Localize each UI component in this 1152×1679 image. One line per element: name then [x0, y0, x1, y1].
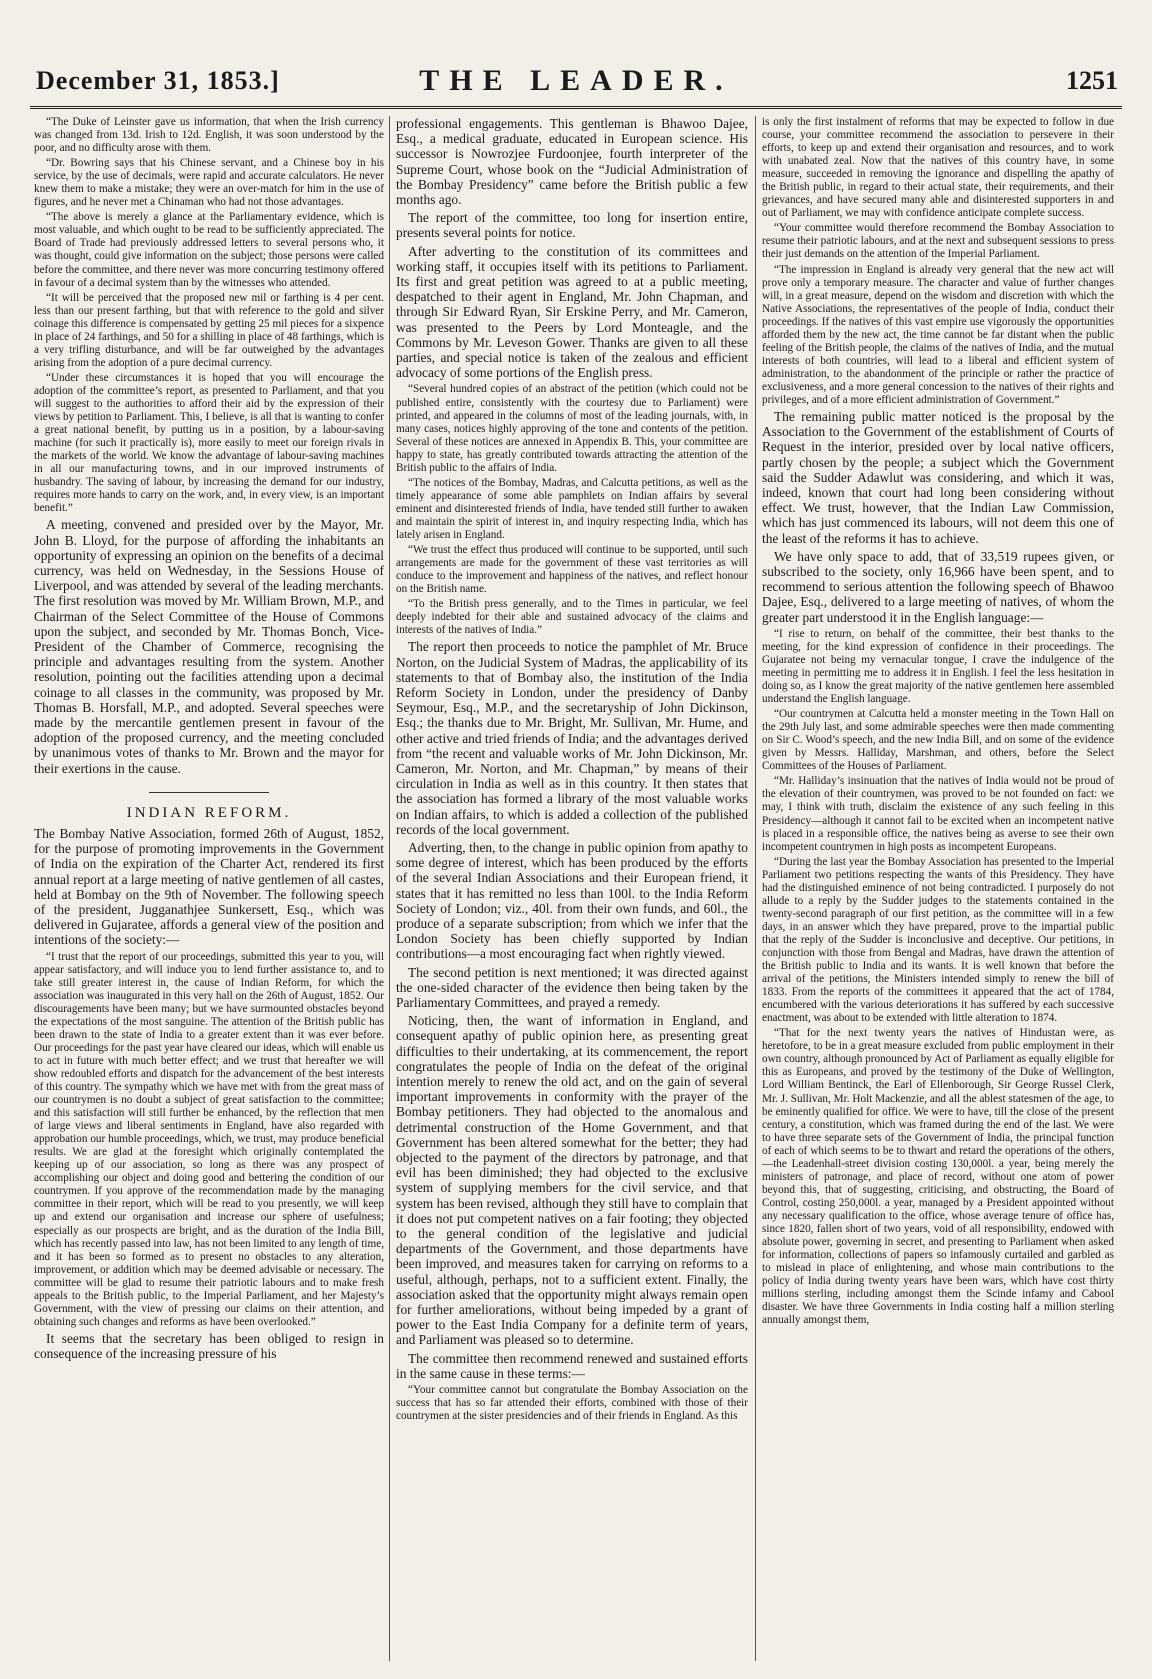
paragraph: A meeting, convened and presided over by the Mayor, Mr. John B. Lloyd, for the purpose of affording the inhabitants an opportunity of expressing an opinion on the benefits of a decimal currency, was held on Wednesday, in the Sessions House of Liverpool, and was attended by several of the leading merchants. The first resolution was moved by Mr. William Brown, M.P., and Chairman of the Select Committee of the House of Commons upon the subject, and seconded by Mr. Thomas Bonch, Vice-President of the Chamber of Commerce, recognising the principle and advantages resulting from the system. Another resolution, pointing out the facilities attending upon a decimal coinage to all classes in the community, was proposed by Mr. Thomas B. Horsfall, M.P., and adopted. Several speeches were made by the mercantile gentlemen present in favour of the adoption of the proposed currency, and the meeting concluded by unanimous votes of thanks to Mr. Brown and the mayor for their exertions in the cause. [34, 517, 384, 776]
paragraph: “Our countrymen at Calcutta held a monster meeting in the Town Hall on the 29th July last, and some admirable speeches were then made commenting on Sir C. Wood’s speech, and the new India Bill, and on some of the evidence given by Messrs. Halliday, Marshman, and others, before the Select Committees of the Houses of Parliament. [762, 708, 1114, 773]
column-rule-1 [389, 116, 390, 1661]
paragraph: is only the first instalment of reforms that may be expected to follow in due course, your committee recommend the association to persevere in their efforts, to keep up and extend their organisation and resources, and to work with unabated zeal. Now that the natives of this country have, in some measure, succeeded in removing the ignorance and dispelling the apathy of the British public, in regard to their actual state, their requirements, and their grievances, and have secured many able and disinterested supporters in and out of Parliament, we may with confidence anticipate complete success. [762, 116, 1114, 220]
paragraph: We have only space to add, that of 33,519 rupees given, or subscribed to the society, only 16,966 have been spent, and to recommend to serious attention the following speech of Bhawoo Dajee, Esq., delivered to a large meeting of natives, of whom the greater part understood it in the English language:— [762, 548, 1114, 625]
paragraph: “Dr. Bowring says that his Chinese servant, and a Chinese boy in his service, by the use of decimals, were rapid and accurate calculators. He never knew them to make a mistake; they were an over-match for him in the use of figures, and he never met a Chinaman who had not those advantages. [34, 157, 384, 209]
paragraph: After adverting to the constitution of its committees and working staff, it occupies itself with its petitions to Parliament. Its first and great petition was agreed to at a public meeting, despatched to their agent in England, Mr. John Chapman, and through Sir Edward Ryan, Sir Erskine Perry, and Mr. Cameron, was presented to the Peers by Lord Monteagle, and the Commons by Mr. Leveson Gower. Thanks are given to all these parties, and special notice is taken of the zealous and efficient advocacy of some portions of the English press. [396, 243, 748, 381]
column-2 [396, 116, 748, 1661]
paragraph: The report then proceeds to notice the pamphlet of Mr. Bruce Norton, on the Judicial System of Madras, the applicability of its statements to that of Bombay also, the institution of the India Reform Society in London, under the presidency of Danby Seymour, Esq., M.P., and the secretaryship of John Dickinson, Esq.; the thanks due to Mr. Bright, Mr. Sullivan, Mr. Hume, and other active and tried friends of India; and the advantages derived from “the recent and valuable works of Mr. John Dickinson, Mr. Cameron, Mr. Norton, and Mr. Chapman,” by means of their circulation in India as well as in this country. It then states that the association has formed a library of the most valuable works on Indian affairs, to which is added a collection of the published records of the local government. [396, 639, 748, 837]
paragraph: The remaining public matter noticed is the proposal by the Association to the Government of the establishment of Courts of Request in the interior, presided over by local native officers, partly chosen by the people; a subject which the Government said the Sudder Adawlut was considering, and which it was, indeed, known that court had long been considering without effect. We trust, however, that the Indian Law Commission, which has just commenced its labours, will not deem this one of the least of the reforms it has to achieve. [762, 409, 1114, 546]
page-number: 1251 [1066, 66, 1118, 95]
paragraph: It seems that the secretary has been obliged to resign in consequence of the increasing pressure of his [34, 1330, 384, 1362]
section-divider [149, 792, 269, 793]
masthead [30, 58, 1122, 109]
paragraph: “Your committee cannot but congratulate the Bombay Association on the success that has so far attended their efforts, combined with those of their countrymen at the sister presidencies and of their friends in England. As this [396, 1384, 748, 1423]
paragraph: The report of the committee, too long for insertion entire, presents several points for notice. [396, 210, 748, 241]
paragraph: professional engagements. This gentleman is Bhawoo Dajee, Esq., a medical graduate, educated in European science. His successor is Nowrozjee Furdoonjee, fourth interpreter of the Supreme Court, whose book on the “Judicial Administration of the Bombay Presidency” came before the British public a few months ago. [396, 116, 748, 208]
paragraph: The committee then recommend renewed and sustained efforts in the same cause in these terms:— [396, 1350, 748, 1381]
paragraph: “I rise to return, on behalf of the committee, their best thanks to the meeting, for the kind expression of confidence in their proceedings. The Gujaratee not being my vernacular tongue, I crave the indulgence of the meeting in permitting me to address it in English. I feel the less hesitation in doing so, as I know the great majority of the native gentlemen here assembled understand the English language. [762, 627, 1114, 706]
paragraph: “That for the next twenty years the natives of Hindustan were, as heretofore, to be in a great measure excluded from public employment in their own country, although pronounced by Act of Parliament as equally eligible for this as Europeans, and proved by the testimony of the Duke of Wellington, Lord William Bentinck, the Earl of Ellenborough, Sir George Russel Clerk, Mr. J. Sullivan, Mr. Holt Mackenzie, and all the ablest statesmen of the age, to be eminently qualified for office. We were to have, till the close of the present century, a constitution, which was framed during the end of the last. We were to have three separate sets of the Government of India, the principal function of each of which seems to be to thwart and retard the operations of the others,—the Leadenhall-street division costing 130,000l. a year, being merely the ministers of patronage, and place of record, without one atom of power beyond this, that of suggesting, criticising, and obstructing, the Board of Control, costing 250,000l. a year, managed by a President appointed without any necessary qualification to the office, whose average tenure of office has, since 1820, fallen short of two years, void of all responsibility, endowed with absolute power, governing in secret, and presenting to Parliament when asked for information, collections of papers so infamously curtailed and garbled as to mislead in place of enlightening, and whose main contributions to the policy of India during twenty years have been wars, which have cost thirty millions sterling, including amongst them the Scinde infamy and Cabool disaster. We have three Governments in India costing half a million sterling annually amongst them, [762, 1027, 1114, 1327]
column-3 [762, 116, 1114, 1661]
paragraph: The second petition is next mentioned; it was directed against the one-sided character of the evidence then being taken by the Parliamentary Committees, and prayed a remedy. [396, 964, 748, 1011]
paragraph: “Several hundred copies of an abstract of the petition (which could not be published entire, consistently with the courtesy due to Parliament) were printed, and appeared in the columns of most of the leading journals, with, in many cases, notices highly approving of the tone and contents of the petition. Several of these notices are annexed in Appendix B. This, your committee are happy to state, has greatly contributed towards attracting the attention of the British public to the affairs of India. [396, 383, 748, 474]
paragraph: “It will be perceived that the proposed new mil or farthing is 4 per cent. less than our present farthing, but that with reference to the gold and silver coinage this difference is compensated by getting 25 mil pieces for a sixpence in place of 24 farthings, and 50 for a shilling in place of 48 farthings, which is a very trifling disturbance, and will be far outweighed by the advantages arising from the adoption of a pure decimal currency. [34, 291, 384, 369]
paragraph: “We trust the effect thus produced will continue to be supported, until such arrangements are made for the government of these vast territories as will conduce to the improvement and happiness of the natives, and reflect honour on the British name. [396, 544, 748, 596]
paragraph: “Under these circumstances it is hoped that you will encourage the adoption of the committee’s report, as presented to Parliament, and that you will suggest to the authorities to afford their aid by the expression of their views by petition to Parliament. This, I believe, is all that is wanting to confer a great national benefit, by putting us in a position, by a labour-saving machine (for such it practically is), more easily to meet our foreign rivals in the markets of the world. We know the advantage of labour-saving machines in all our manufacturing towns, and in our improved instruments of husbandry. The saving of labour, by increasing the demand for our industry, requires more hands to carry on the work, and, in every view, is an important benefit.” [34, 371, 384, 515]
paragraph: “The notices of the Bombay, Madras, and Calcutta petitions, as well as the timely appearance of some able pamphlets on Indian affairs by several eminent and disinterested friends of India, have tended still further to awaken and maintain the spirit of interest in, and inquiry respecting India, which has lately arisen in England. [396, 476, 748, 541]
paragraph: “The above is merely a glance at the Parliamentary evidence, which is most valuable, and which ought to be read to be sufficiently appreciated. The Board of Trade had previously addressed letters to several persons who, it was thought, could give information on the subject; those persons were called before the committee, and there never was more concurring testimony offered in favour of a decimal system than by the witnesses who attended. [34, 211, 384, 289]
paragraph: “During the last year the Bombay Association has presented to the Imperial Parliament two petitions respecting the wants of this Presidency. They have had the distinguished eminence of not being contradicted. I purposely do not allude to a reply by the Sudder judges to the statements contained in the twenty-second paragraph of our first petition, as the committee will in a few days, in an answer which they have prepared, prove to the impartial public that the reply of the Sudder is inconclusive and deceptive. Our petitions, in conjunction with those from Bengal and Madras, have drawn the attention of the British public to India and its wants. It is well known that before the arrival of the petitions, the Ministers intended simply to renew the bill of 1833. From the reports of the committees it appeared that the act of 1784, encumbered with the various deteriorations it has suffered by each successive enactment, was about to be extended with little alteration to 1874. [762, 855, 1114, 1025]
paragraph: Noticing, then, the want of information in England, and consequent apathy of public opinion here, as presenting great difficulties to their undertaking, at its commencement, the report congratulates the people of India on the defeat of the original intention merely to renew the old act, and on the gain of several important improvements in conformity with the prayer of the Bombay petitioners. They had objected to the anomalous and detrimental construction of the Home Government, and that Government has been altered somewhat for the better; they had objected to the payment of the directors by patronage, and that evil has been diminished; they had objected to the exclusive system of supplying members for the civil service, and that system has been revised, although they still have to complain that it does not put competent natives on a fair footing; they objected to the general condition of the legislative and judicial departments of the Government, and those departments have been improved, and measures taken for carrying on reforms to a useful, although, perhaps, not to a sufficient extent. Finally, the association asked that the opportunity might always remain open for further ameliorations, without being impeded by a grant of power to the East India Company for a definite term of years, and Parliament was pleased so to determine. [396, 1013, 748, 1348]
paragraph: Adverting, then, to the change in public opinion from apathy to some degree of interest, which has been produced by the efforts of the several Indian Associations and their European friend, it states that it has remitted no less than 100l. to the India Reform Society of London; viz., 40l. from their own funds, and 60l., the produce of a separate subscription; from which we infer that the London Society has been chiefly supported by Indian contributions—a most encouraging fact when rightly viewed. [396, 839, 748, 962]
paragraph: “The Duke of Leinster gave us information, that when the Irish currency was changed from 13d. Irish to 12d. English, it was soon understood by the poor, and no difficulty arose with them. [34, 116, 384, 155]
issue-date: December 31, 1853.] [36, 66, 280, 95]
paragraph: “I trust that the report of our proceedings, submitted this year to you, will appear satisfactory, and will induce you to lend further assistance to, and to take still greater interest in, the cause of Indian Reform, for which the association was inaugurated in this very hall on the 26th of August, 1852. Our discouragements have been many; but we have surmounted obstacles beyond the expectations of the most sanguine. The attention of the British public has been drawn to the state of India to a greater extent than it was ever before. Our proceedings for the past year have cleared our ideas, which will enable us to act in future with much better effect; and we trust that hereafter we will show redoubled efforts and dispatch for the advancement of the best interests of this country. The sympathy which we have met with from the great mass of our countrymen is no doubt a subject of great satisfaction to the committee; and this satisfaction will still further be enhanced, by the reflection that men of large views and liberal sentiments in England, have also regarded with approbation our humble proceedings, which, we trust, may produce beneficial results. We are glad at the foresight which originally contemplated the keeping up of our association, so long as there was any prospect of accomplishing our object and doing good and bettering the condition of our countrymen. If you approve of the recommendation made by the managing committee in their report, which will be read to you presently, we will keep up and extend our organisation and increase our sphere of usefulness; especially as our prospects are bright, and as the duration of the India Bill, which has recently passed into law, has not been limited to any length of time, and it has been so formed as to present no obstacles to any alteration, improvement, or addition which may be deemed advisable or necessary. The committee will be glad to resume their patriotic labours and to make fresh appeals to the British public, to the Imperial Parliament, and her Majesty’s Government, with the view of pressing our claims on their attention, and obtaining such changes and reforms as have been overlooked.” [34, 950, 384, 1328]
paragraph: The Bombay Native Association, formed 26th of August, 1852, for the purpose of promoting improvements in the Government of India on the expiration of the Charter Act, rendered its first annual report at a large meeting of native gentlemen of all castes, held at Bombay on the 9th of November. The following speech of the president, Jugganathjee Sunkersett, Esq., which was delivered in Gujaratee, affords a general view of the position and intentions of the society:— [34, 825, 384, 948]
section-heading: INDIAN REFORM. [126, 804, 292, 821]
paragraph: “Mr. Halliday’s insinuation that the natives of India would not be proud of the elevation of their countrymen, was proved to be not founded on fact: we may, I think with truth, disclaim the existence of any such feeling in this Presidency—although it cannot fail to be excited when an incompetent native is placed in a responsible office, the natives being as averse to see their own incompetent countrymen in high posts as incompetent Europeans. [762, 775, 1114, 853]
paragraph: “The impression in England is already very general that the new act will prove only a temporary measure. The character and value of further changes will, in a great measure, depend on the wisdom and discretion with which the Native Associations, the representatives of the people of India, conduct their proceedings. If the natives of this vast empire use vigorously the opportunities afforded them by the new act, the time cannot be far distant when the public feeling of the British people, the claims of the natives of India, and the mutual interests of both countries, will lead to a liberal and efficient system of administration, to the abandonment of the principle or rather the practice of exclusiveness, and a more general concession to the natives of their rights and privileges, and of a more efficient administration of Government.” [762, 263, 1114, 406]
newspaper-title: THE LEADER. [419, 64, 733, 97]
paragraph: “To the British press generally, and to the Times in particular, we feel deeply indebted for their able and sustained advocacy of the claims and interests of the natives of India.” [396, 598, 748, 637]
column-1 [34, 116, 384, 1661]
paragraph: “Your committee would therefore recommend the Bombay Association to resume their patriotic labours, and at the next and subsequent sessions to press their just demands on the attention of the Imperial Parliament. [762, 222, 1114, 261]
column-rule-2 [755, 116, 756, 1661]
